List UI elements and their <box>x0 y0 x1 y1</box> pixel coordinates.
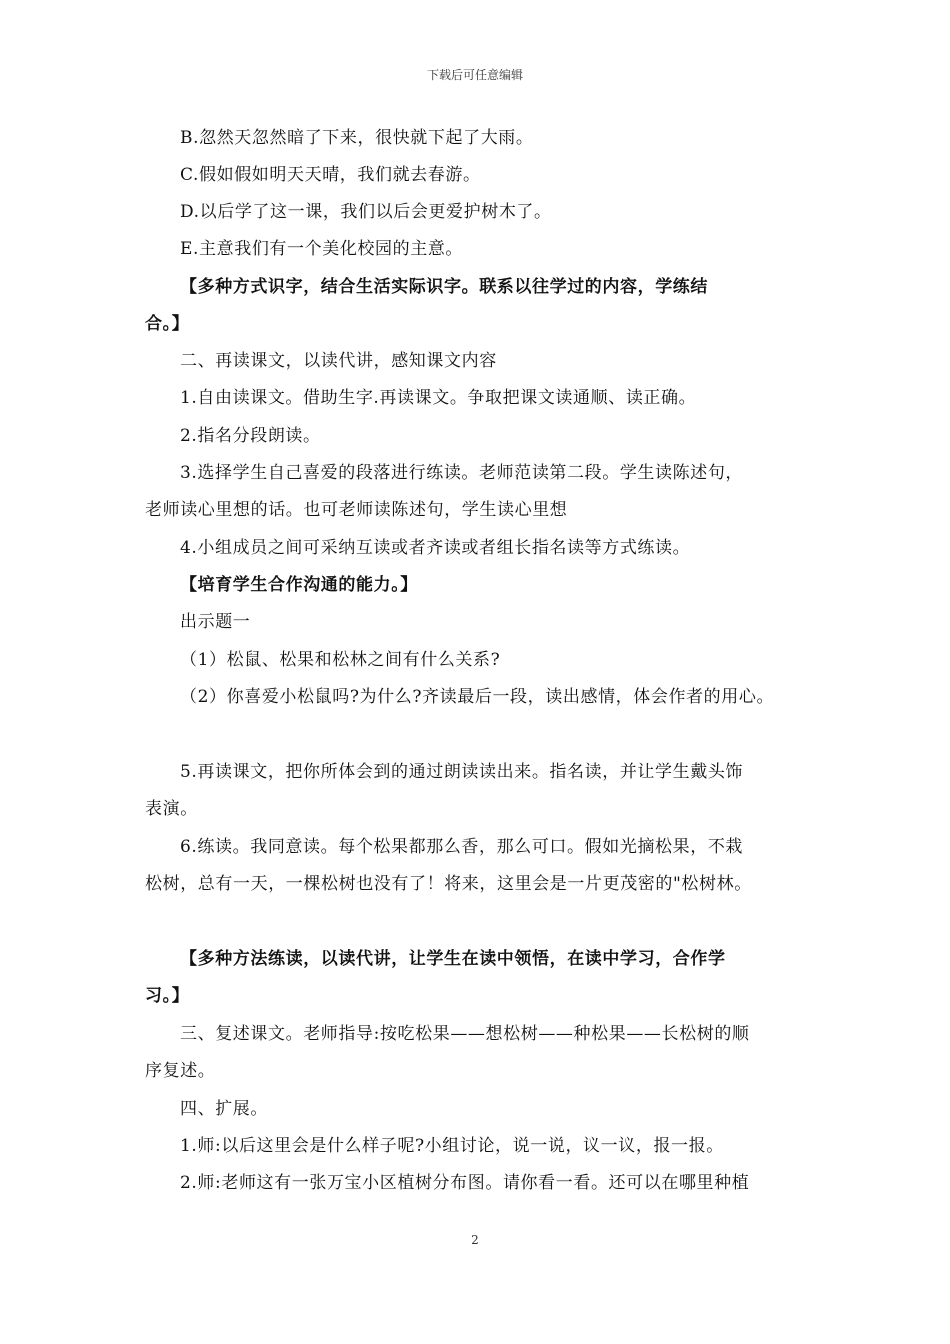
text-line: D.以后学了这一课，我们以后会更爱护树木了。 <box>180 202 552 222</box>
text-line: 出示题一 <box>180 612 251 632</box>
text-line: 3.选择学生自己喜爱的段落进行练读。老师范读第二段。学生读陈述句， <box>180 463 744 483</box>
text-line: B.忽然天忽然暗了下来，很快就下起了大雨。 <box>180 128 534 148</box>
text-line: 松树，总有一天，一棵松树也没有了！将来，这里会是一片更茂密的"松树林。 <box>145 874 752 894</box>
page-number: 2 <box>471 1233 479 1247</box>
text-line: 表演。 <box>145 799 198 819</box>
annotation-line: 【多种方法练读，以读代讲，让学生在读中领悟，在读中学习，合作学 <box>180 949 726 969</box>
text-line: 5.再读课文，把你所体会到的通过朗读读出来。指名读，并让学生戴头饰 <box>180 762 744 782</box>
section-heading: 三、复述课文。老师指导:按吃松果——想松树——种松果——长松树的顺 <box>180 1024 750 1044</box>
text-line: 6.练读。我同意读。每个松果都那么香，那么可口。假如光摘松果，不栽 <box>180 837 744 857</box>
text-line: 1.自由读课文。借助生字.再读课文。争取把课文读通顺、读正确。 <box>180 388 697 408</box>
section-heading: 二、再读课文，以读代讲，感知课文内容 <box>180 351 497 371</box>
annotation-line: 【多种方式识字，结合生活实际识字。联系以往学过的内容，学练结 <box>180 277 708 297</box>
annotation-line: 【培育学生合作沟通的能力。】 <box>180 575 418 595</box>
text-line: 2.师:老师这有一张万宝小区植树分布图。请你看一看。还可以在哪里种植 <box>180 1173 750 1193</box>
page-header: 下载后可任意编辑 <box>426 68 523 82</box>
text-line: C.假如假如明天天晴，我们就去春游。 <box>180 165 481 185</box>
text-line: 4.小组成员之间可采纳互读或者齐读或者组长指名读等方式练读。 <box>180 538 691 558</box>
text-line: 老师读心里想的话。也可老师读陈述句，学生读心里想 <box>145 500 568 520</box>
text-line: 序复述。 <box>145 1061 216 1081</box>
text-line: 2.指名分段朗读。 <box>180 426 321 446</box>
annotation-line: 合。】 <box>145 314 190 334</box>
question-line: （2）你喜爱小松鼠吗?为什么?齐读最后一段，读出感情，体会作者的用心。 <box>180 687 775 707</box>
text-line: 1.师:以后这里会是什么样子呢?小组讨论，说一说，议一议，报一报。 <box>180 1136 724 1156</box>
annotation-line: 习。】 <box>145 986 190 1006</box>
section-heading: 四、扩展。 <box>180 1099 268 1119</box>
text-line: E.主意我们有一个美化校园的主意。 <box>180 239 464 259</box>
question-line: （1）松鼠、松果和松林之间有什么关系? <box>180 650 501 670</box>
